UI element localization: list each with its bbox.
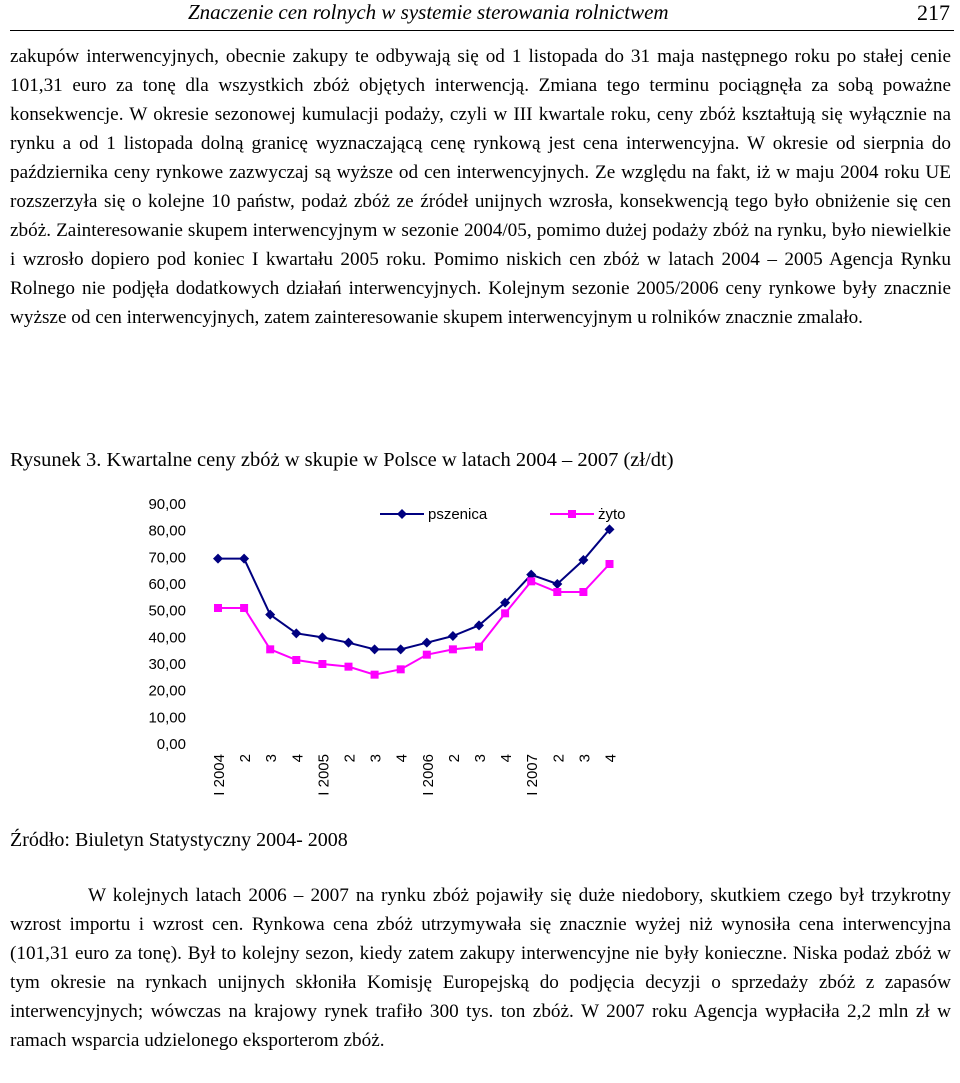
x-tick-label: 4 [393,754,411,763]
data-point [579,588,587,596]
x-tick-label: 3 [367,754,385,763]
data-point [475,643,483,651]
data-point [422,638,432,648]
data-point [345,663,353,671]
legend-label: pszenica [428,506,488,523]
x-tick-label: I 2006 [419,754,437,796]
y-tick-label: 0,00 [156,736,186,753]
figure-caption: Rysunek 3. Kwartalne ceny zbóż w skupie w Polsce w latach 2004 – 2007 (zł/dt) [10,449,674,471]
x-tick-label: 2 [550,754,568,763]
x-tick-label: 2 [237,754,255,763]
legend-swatch-marker [397,509,407,519]
data-point [448,631,458,641]
x-tick-label: I 2004 [211,754,228,796]
y-tick-label: 20,00 [148,682,186,700]
data-point [317,632,327,642]
running-title: Znaczenie cen rolnych w systemie sterowania rolnictwem [188,0,669,24]
x-tick-label: 4 [498,754,516,763]
data-point [344,638,354,648]
data-point [266,645,274,653]
data-point [553,588,561,596]
line-chart [120,488,820,818]
data-point [370,644,380,654]
x-tick-label: 2 [341,754,359,763]
data-point [423,651,431,659]
y-tick-label: 40,00 [148,629,186,647]
x-tick-label: 3 [263,754,281,763]
body-paragraph-1: zakupów interwencyjnych, obecnie zakupy te odbywają się od 1 listopada do 31 maja następnego roku po stałej cenie 101,31 euro za tonę dla wszystkich zbóż objętych interwencją. Zmiana tego terminu pociągnęła za sobą poważne konsekwencje. W okresie sezonowej kumulacji podaży, czyli w III kwartale roku, ceny zbóż kształtują się wyłącznie na rynku a od 1 listopada dolną granicę wyznaczającą cenę rynkową jest cena interwencyjna. W okresie od sierpnia do października ceny rynkowe zazwyczaj są wyższe od cen interwencyjnych. Ze względu na fakt, iż w maju 2004 roku UE rozszerzyła się o kolejne 10 państw, podaż zbóż ze źródeł unijnych wzrosła, konsekwencją tego było obniżenie się cen zbóż. Zainteresowanie skupem interwencyjnym w sezonie 2004/05, pomimo dużej podaży zbóż na rynku, było niewielkie i wzrosło dopiero pod koniec I kwartału 2005 roku. Pomimo niskich cen zbóż w latach 2004 – 2005 Agencja Rynku Rolnego nie podjęła dodatkowych działań interwencyjnych. Kolejnym sezonie 2005/2006 ceny rynkowe były znacznie wyższe od cen interwencyjnych, zatem zainteresowanie skupem interwencyjnym u rolników znacznie zmalało. [10,46,951,328]
data-point [501,609,509,617]
data-point [449,645,457,653]
data-point [239,554,249,564]
data-point [396,644,406,654]
x-axis-ticks [211,754,620,796]
x-tick-label: I 2005 [315,754,333,796]
legend-label: żyto [598,506,626,523]
x-tick-label: 3 [576,754,594,763]
data-point [606,560,614,568]
running-header [10,0,954,31]
data-point [397,665,405,673]
page-number: 217 [917,0,950,25]
data-point [240,604,248,612]
data-point [213,554,223,564]
x-tick-label: 4 [602,754,620,763]
chart-legend [380,506,626,523]
y-axis-ticks [148,496,186,753]
data-point [214,604,222,612]
y-tick-label: 90,00 [148,496,186,513]
legend-swatch-marker [568,510,576,518]
data-point [292,656,300,664]
x-tick-label: I 2007 [524,754,542,796]
body-paragraph-2: W kolejnych latach 2006 – 2007 na rynku zbóż pojawiły się duże niedobory, skutkiem czego był trzykrotny wzrost importu i wzrost cen. Rynkowa cena zbóż utrzymywała się znacznie wyżej niż wynosiła cena interwencyjna (101,31 euro za tonę). Był to kolejny sezon, kiedy zatem zakupy interwencyjne nie były konieczne. Niska podaż zbóż w tym okresie na rynkach unijnych skłoniła Komisję Europejską do podjęcia decyzji o sprzedaży zbóż z zapasów interwencyjnych; wówczas na krajowy rynek trafiło 300 tys. ton zbóż. W 2007 roku Agencja wypłaciła 2,2 mln zł w ramach wsparcia udzielonego eksporterom zbóż. [10,885,951,1051]
y-tick-label: 60,00 [148,576,186,593]
x-tick-label: 2 [445,754,463,763]
y-tick-label: 30,00 [148,656,186,673]
y-tick-label: 80,00 [148,522,186,540]
data-point [527,577,535,585]
figure-source: Źródło: Biuletyn Statystyczny 2004- 2008 [10,829,348,851]
data-point [318,660,326,668]
y-tick-label: 70,00 [148,549,186,567]
series-lines [218,529,610,674]
y-tick-label: 10,00 [148,709,186,727]
x-tick-label: 3 [472,754,489,763]
series-markers [213,524,615,678]
x-tick-label: 4 [289,754,307,763]
y-tick-label: 50,00 [148,602,186,620]
data-point [371,671,379,679]
